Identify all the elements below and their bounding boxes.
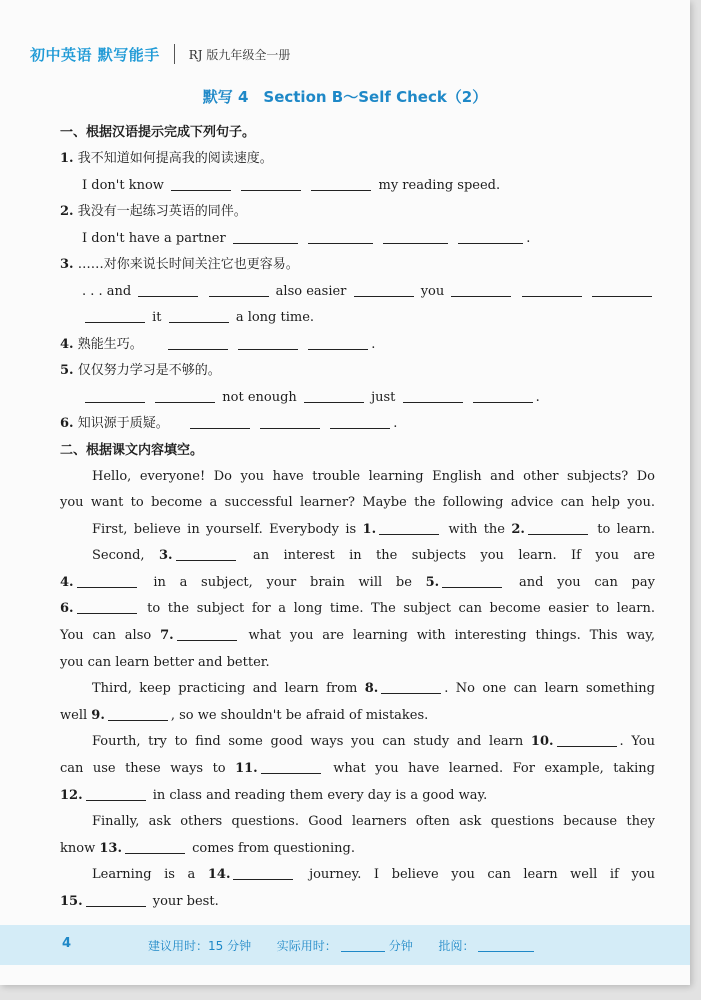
answer-blank[interactable] <box>238 335 298 350</box>
passage-line: You can also 7. what you are learning with interesting things. This way, <box>60 628 655 644</box>
timing-info <box>148 937 534 954</box>
answer-blank[interactable] <box>168 335 228 350</box>
exercise-content <box>60 120 655 916</box>
answer-blank[interactable] <box>473 388 533 403</box>
part2-heading: 二、根据课文内容填空。 <box>60 442 204 458</box>
header-divider <box>174 44 175 64</box>
question-5-english: not enough just . <box>60 385 655 412</box>
passage-line: 12. in class and reading them every day is a good way. <box>60 787 488 803</box>
question-4: 4. 熟能生巧。 . <box>60 336 376 352</box>
blank-2[interactable] <box>528 520 588 535</box>
answer-blank[interactable] <box>311 176 371 191</box>
passage-line: you want to become a successful learner? Maybe the following advice can help you. <box>60 495 655 511</box>
answer-blank[interactable] <box>522 282 582 297</box>
answer-blank[interactable] <box>383 229 448 244</box>
passage-line: First, believe in yourself. Everybody is 1. with the 2. to learn. <box>92 521 655 537</box>
blank-3[interactable] <box>176 546 236 561</box>
passage <box>60 464 655 916</box>
blank-9[interactable] <box>108 706 168 721</box>
actual-time-label: 实际用时： <box>276 939 337 953</box>
question-2-english: I don't have a partner . <box>82 230 531 246</box>
answer-blank[interactable] <box>403 388 463 403</box>
question-5-chinese: 5. 仅仅努力学习是不够的。 <box>60 363 221 378</box>
answer-blank[interactable] <box>260 414 320 429</box>
part1-heading: 一、根据汉语提示完成下列句子。 <box>60 125 256 140</box>
minute-unit: 分钟 <box>388 939 413 953</box>
blank-13[interactable] <box>125 839 185 854</box>
passage-line: Learning is a 14. journey. I believe you can learn well if you <box>92 867 655 883</box>
page-header <box>30 40 670 68</box>
page-title: 默写 4 Section B～Self Check（2） <box>202 88 488 106</box>
blank-14[interactable] <box>233 865 293 880</box>
answer-blank[interactable] <box>233 229 298 244</box>
blank-15[interactable] <box>86 892 146 907</box>
blank-8[interactable] <box>381 679 441 694</box>
answer-blank[interactable] <box>155 388 215 403</box>
answer-blank[interactable] <box>138 282 198 297</box>
question-2-chinese: 2. 我没有一起练习英语的同伴。 <box>60 204 247 219</box>
question-3-english-line2: it a long time. <box>60 305 655 332</box>
answer-blank[interactable] <box>592 282 652 297</box>
answer-blank[interactable] <box>190 414 250 429</box>
book-series: RJ 版九年级全一册 <box>188 47 291 62</box>
passage-line: Hello, everyone! Do you have trouble learning English and other subjects? Do <box>92 468 655 484</box>
blank-11[interactable] <box>261 759 321 774</box>
answer-blank[interactable] <box>308 229 373 244</box>
page-number: 4 <box>62 936 72 951</box>
answer-blank[interactable] <box>308 335 368 350</box>
passage-line: Finally, ask others questions. Good learners often ask questions because they <box>92 814 655 830</box>
passage-line: Fourth, try to find some good ways you can study and learn 10. . You <box>92 734 655 750</box>
blank-4[interactable] <box>77 573 137 588</box>
answer-blank[interactable] <box>171 176 231 191</box>
book-brand: 初中英语 默写能手 <box>30 45 160 64</box>
question-1-chinese: 1. 我不知道如何提高我的阅读速度。 <box>60 151 273 166</box>
passage-line: you can learn better and better. <box>60 654 270 670</box>
blank-5[interactable] <box>442 573 502 588</box>
blank-1[interactable] <box>379 520 439 535</box>
blank-6[interactable] <box>77 599 137 614</box>
answer-blank[interactable] <box>209 282 269 297</box>
passage-line: know 13. comes from questioning. <box>60 840 355 856</box>
passage-line: well 9. , so we shouldn't be afraid of mistakes. <box>60 707 429 723</box>
blank-12[interactable] <box>86 786 146 801</box>
passage-line: 15. your best. <box>60 894 219 909</box>
suggested-time: 建议用时：15 分钟 <box>148 939 252 953</box>
page-footer <box>0 925 690 965</box>
answer-blank[interactable] <box>330 414 390 429</box>
passage-line: Second, 3. an interest in the subjects you learn. If you are <box>92 548 655 564</box>
question-6: 6. 知识源于质疑。 . <box>60 416 398 431</box>
answer-blank[interactable] <box>458 229 523 244</box>
answer-blank[interactable] <box>85 308 145 323</box>
answer-blank[interactable] <box>85 388 145 403</box>
passage-line: can use these ways to 11. what you have learned. For example, taking <box>60 761 655 777</box>
question-3-english-line1: . . . and also easier you <box>60 279 655 306</box>
answer-blank[interactable] <box>169 308 229 323</box>
answer-blank[interactable] <box>451 282 511 297</box>
blank-7[interactable] <box>177 626 237 641</box>
passage-line: Third, keep practicing and learn from 8. . No one can learn something <box>92 681 655 697</box>
actual-time-blank[interactable] <box>341 939 385 952</box>
answer-blank[interactable] <box>304 388 364 403</box>
answer-blank[interactable] <box>354 282 414 297</box>
blank-10[interactable] <box>557 732 617 747</box>
answer-blank[interactable] <box>241 176 301 191</box>
question-1-english: I don't know my reading speed. <box>82 177 501 193</box>
passage-line: 6. to the subject for a long time. The subject can become easier to learn. <box>60 601 655 617</box>
review-blank[interactable] <box>478 939 534 952</box>
passage-line: 4. in a subject, your brain will be 5. and you can pay <box>60 574 655 590</box>
review-label: 批阅： <box>438 939 475 953</box>
question-3-chinese: 3. ……对你来说长时间关注它也更容易。 <box>60 257 299 272</box>
